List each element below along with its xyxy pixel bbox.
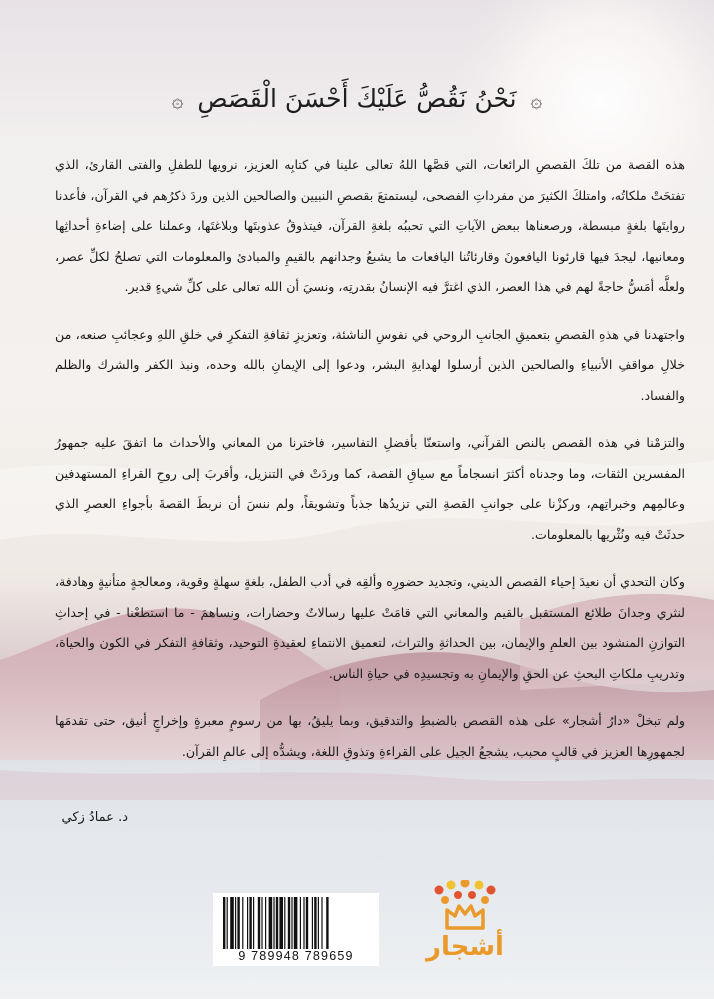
barcode-bar	[284, 897, 285, 949]
paragraph: واجتهدنا في هذهِ القصصِ بتعميقِ الجانبِ الروحي في نفوسِ الناشئة، وتعزيزِ ثقافةِ التفكرِ في خلقِ اللهِ وعجائبِ صنعه، من خلالِ مواقفِ الأنبياءِ والصالحين الذين أرسلوا لهدايةِ البشر، ودعوا إلى الإيمانِ بالله وحده، ونبذ الكفر والشرك والظلم والفساد.	[55, 326, 685, 403]
barcode-bar	[294, 897, 298, 949]
verse-text: نَحْنُ نَقُصُّ عَلَيْكَ أَحْسَنَ الْقَصَصِ	[197, 84, 517, 113]
barcode-bar	[269, 897, 273, 949]
barcode-bar	[318, 897, 319, 949]
tree-crown-icon	[425, 880, 505, 938]
paragraph: والتزمْنا في هذه القصص بالنص القرآني، واستعنّا بأفضلِ التفاسير، فاخترنا من المعاني والأحداث ما اتفقَ عليه جمهورُ المفسرين الثقات، وما وجدناه أكثرَ انسجاماً مع سياقِ القصة، كما وردَتْ في التنزيل، وأقربَ إلى روحِ القراءِ المستهدفين وعالمِهم وخبراتِهم، وركزْنا على جوانبِ القصةِ التي تزيدُها جذباً وتشويقاً، ولم ننسَ أن نربطَ القصةَ بأجواءِ العصرِ الذي حدثَتْ فيه ونُثْريها بالمعلومات.	[55, 435, 685, 542]
barcode-bar	[314, 897, 316, 949]
barcode-bar	[303, 897, 304, 949]
barcode-bar	[312, 897, 313, 949]
barcode-bar	[265, 897, 266, 949]
barcode-bar	[273, 897, 274, 949]
barcode-bar	[258, 897, 260, 949]
paragraph: وكان التحدي أن نعيدَ إحياء القصص الديني، وتجديد حضورِه وألقِه في أدب الطفل، بلغةٍ سهلةٍ وقوية، ومعالجةٍ متأنيةٍ وهادفة، لنثري وجدانَ طلائع المستقبل بالقيم والمعاني التي قامَتْ عليها رسالاتٌ وحضارات، ونساهمَ - ما استطعْنا - في إحداثِ التوازنِ المنشود بين العلمِ والإيمان، بين الحداثةِ والتراث، لتعميق الانتماءِ لعقيدةِ التوحيد، وثقافةِ التفكر في الكون والحياة، وتدريبِ ملكاتِ البحثِ عن الحقِ والإيمانِ به وتجسيدِه في حياةِ الناس.	[54, 574, 685, 681]
barcode-bar	[235, 897, 236, 949]
barcode-bar	[326, 897, 328, 949]
introduction-text	[55, 150, 685, 784]
barcode-bar	[321, 897, 322, 949]
barcode-bar	[261, 897, 262, 949]
barcode-bar	[227, 897, 228, 949]
barcode-bar	[242, 897, 243, 949]
barcode-bar	[223, 897, 225, 949]
paragraph: هذه القصة من تلكَ القصصِ الرائعات، التي قصَّها اللهُ تعالى علينا في كتابِه العزيز، نرويها للطفلِ والفتى القارئ، الذي تفتحَتْ ملكاتُه، وامتلكَ الكثيرَ من مفرداتِ الفصحى، ليستمتعَ بقصصِ النبيين والصالحين الذين وردَ ذكرُهم في القرآن، فأعدنا روايتَها بلغةٍ مبسطة، ورصعناها ببعض الآياتِ التي تحببُه بلغةِ القرآن، فيتذوقُ عذوبتَها وبلاغتَها، وعملنا على إضاءةِ أحداثِها ومعانيها، ليجدَ فيها قارئونا اليافعونَ وقارئاتُنا اليافعات ما يشبعُ وجدانهم بالقيمِ والمبادئ والمعلومات التي تصلحُ لكلِّ عصر، ولعلَّه أمَسُّ حاجةً لهم في هذا العصر، الذي اغترَّ فيه الإنسانُ بقدرتِه، ونسيَ أن الله تعالى على كلِّ شيءٍ قدير.	[55, 157, 685, 294]
barcode-bar	[279, 897, 283, 949]
author-signature: د. عمادُ زكي	[61, 810, 128, 825]
barcode-bar	[247, 897, 248, 949]
publisher-name: أشجار	[426, 932, 504, 962]
isbn-number: 9 789948 789659	[238, 949, 354, 963]
barcode-bar	[253, 897, 254, 949]
publisher-logo	[425, 880, 505, 975]
barcode-bar	[237, 897, 239, 949]
barcode-bars	[223, 897, 369, 949]
ornament-left-icon: ۞	[171, 88, 184, 112]
ornament-right-icon: ۞	[530, 88, 543, 112]
barcode-bar	[288, 897, 290, 949]
paragraph: ولم تبخلْ «دارُ أشجار» على هذه القصص بالضبطِ والتدقيق، وبما يليقُ، بها من رسومٍ معبرةٍ وإخراجٍ أنيق، حتى تقدمَها لجمهورِها العزيز في قالبٍ محبب، يشجعُ الجيل على القراءةِ وتذوقِ اللغة، ويشدُّه إلى عالمِ القرآن.	[55, 713, 685, 759]
barcode-bar	[276, 897, 278, 949]
barcode-bar	[306, 897, 308, 949]
barcode-bar	[249, 897, 251, 949]
quran-verse-title	[0, 84, 714, 113]
barcode	[213, 893, 379, 966]
barcode-bar	[291, 897, 292, 949]
barcode-bar	[230, 897, 234, 949]
barcode-bar	[300, 897, 301, 949]
